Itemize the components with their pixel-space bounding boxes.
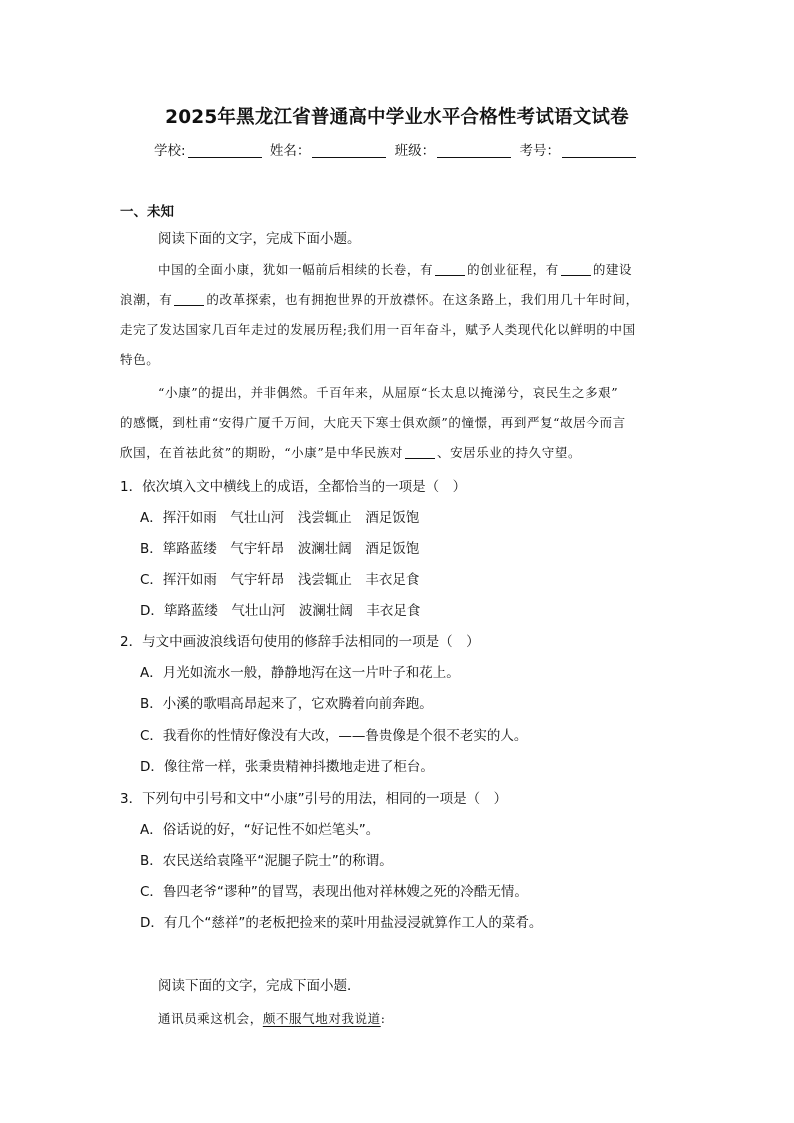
question-3-option-a[interactable]: A．俗话说的好，“好记性不如烂笔头”。: [140, 822, 380, 838]
exam-title: 2025年黑龙江省普通高中学业水平合格性考试语文试卷: [165, 107, 629, 128]
passage-line: 特色。: [120, 352, 160, 367]
question-1-option-d[interactable]: D．筚路蓝缕 气壮山河 波澜壮阔 丰衣足食: [140, 603, 421, 619]
question-3-stem: 3．下列句中引号和文中“小康”引号的用法，相同的一项是（ ）: [120, 791, 508, 807]
name-label: 姓名：: [269, 143, 311, 159]
question-1-option-c[interactable]: C．挥汗如雨 气宇轩昂 浅尝辄止 丰衣足食: [140, 572, 420, 588]
question-3-option-b[interactable]: B．农民送给袁隆平“泥腿子院士”的称谓。: [140, 853, 393, 869]
exam-no-blank[interactable]: [562, 143, 636, 158]
passage-blank-2: [561, 263, 591, 276]
passage-line: 走完了发达国家几百年走过的发展历程;我们用一百年奋斗，赋予人类现代化以鲜明的中国: [120, 322, 636, 337]
passage-line: 浪潮，有 的改革探索，也有拥抱世界的开放襟怀。在这条路上，我们用几十年时间，: [120, 292, 639, 307]
school-blank[interactable]: [188, 143, 262, 158]
question-2-option-d[interactable]: D．像往常一样，张秉贵精神抖擞地走进了柜台。: [140, 759, 434, 775]
class-label: 班级：: [394, 143, 436, 159]
student-info-row: [0, 139, 794, 159]
passage-line: 通讯员乘这机会，颇不服气地对我说道:: [158, 1011, 386, 1026]
passage-line: 的感慨，到杜甫“安得广厦千万间，大庇天下寒士俱欢颜”的憧憬，再到严复“故居今而言: [120, 415, 626, 430]
question-3-option-d[interactable]: D．有几个“慈祥”的老板把捡来的菜叶用盐浸浸就算作工人的菜肴。: [140, 915, 543, 931]
passage-line: “小康”的提出，并非偶然。千百年来，从屈原“长太息以掩涕兮，哀民生之多艰”: [158, 385, 619, 400]
passage-blank-1: [435, 263, 465, 276]
question-1-option-a[interactable]: A．挥汗如雨 气壮山河 浅尝辄止 酒足饭饱: [140, 510, 420, 526]
underlined-phrase: 颇不服气地对我说道: [262, 1011, 381, 1026]
question-2-option-b[interactable]: B．小溪的歌唱高昂起来了，它欢腾着向前奔跑。: [140, 696, 433, 712]
name-blank[interactable]: [312, 143, 386, 158]
class-blank[interactable]: [437, 143, 511, 158]
question-2-option-a[interactable]: A．月光如流水一般，静静地泻在这一片叶子和花上。: [140, 665, 460, 681]
question-1-option-b[interactable]: B．筚路蓝缕 气宇轩昂 波澜壮阔 酒足饭饱: [140, 541, 420, 557]
question-3-option-c[interactable]: C．鲁四老爷“谬种”的冒骂，表现出他对祥林嫂之死的冷酷无情。: [140, 884, 528, 900]
question-1-stem: 1．依次填入文中横线上的成语，全都恰当的一项是（ ）: [120, 479, 467, 495]
passage-blank-3: [174, 293, 204, 306]
exam-no-label: 考号：: [519, 143, 560, 159]
passage-line: 欣国，在首祛此贫”的期盼，“小康”是中华民族对 、安居乐业的持久守望。: [120, 445, 582, 460]
reading-instruction-2: 阅读下面的文字，完成下面小题．: [158, 978, 361, 994]
question-2-option-c[interactable]: C．我看你的性情好像没有大改，——鲁贵像是个很不老实的人。: [140, 728, 528, 744]
school-label: 学校:: [154, 143, 186, 159]
reading-instruction: 阅读下面的文字，完成下面小题。: [158, 231, 361, 247]
passage-blank-4: [405, 446, 435, 459]
passage-line: 中国的全面小康，犹如一幅前后相续的长卷，有 的创业征程，有 的建设: [158, 262, 633, 277]
question-2-stem: 2．与文中画波浪线语句使用的修辞手法相同的一项是（ ）: [120, 634, 480, 650]
section-heading: 一、未知: [120, 204, 174, 220]
